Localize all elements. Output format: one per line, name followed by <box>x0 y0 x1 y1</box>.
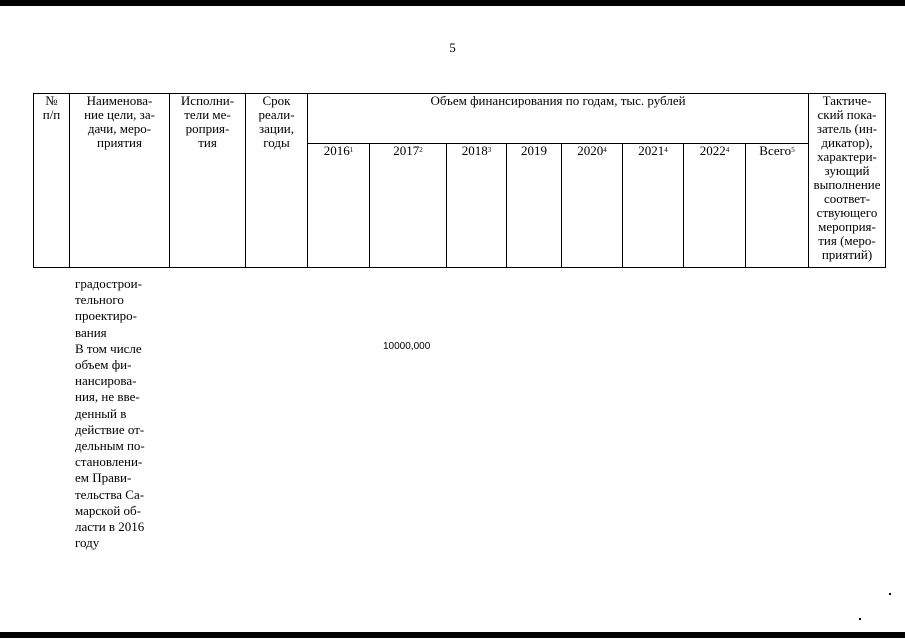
bottom-border <box>0 632 905 638</box>
header-funding-title: Объем финансирования по годам, тыс. рублей <box>308 94 809 144</box>
scan-speck <box>889 593 891 595</box>
year-cell: 2019 <box>507 144 562 268</box>
top-border <box>0 0 905 6</box>
header-name: Наименова- ние цели, за- дачи, меро- приятия <box>70 94 170 268</box>
year-cell: 2020$^4$ <box>562 144 623 268</box>
year-cell-total: Всего$^5$ <box>746 144 809 268</box>
header-executors: Исполни- тели ме- роприя- тия <box>170 94 246 268</box>
header-number: № п/п <box>34 94 70 268</box>
year-cell: 2022$^4$ <box>684 144 746 268</box>
continued-item-name: градострои- тельного проектиро- вания В том числе объем фи- нансирова- ния, не вве- денный в действие от- дельным по- становлени- ем Прави- тельства Са- марской об- ласти в 2016 году <box>75 276 145 551</box>
funding-table-header <box>33 93 886 268</box>
year-cell: 2017$^2$ <box>370 144 447 268</box>
header-term: Срок реали- зации, годы <box>246 94 308 268</box>
page-number: 5 <box>449 40 456 55</box>
header-indicator: Тактиче- ский пока- затель (ин- дикатор), характери- зующий выполнение соответ- ствующего мероприя- тия (меро- приятий) <box>809 94 886 268</box>
scan-speck <box>859 618 861 620</box>
year-cell: 2018$^3$ <box>447 144 507 268</box>
funding-value-2017: 10000,000 <box>383 341 431 352</box>
year-cell: 2021$^4$ <box>623 144 684 268</box>
year-cell: 2016$^1$ <box>308 144 370 268</box>
